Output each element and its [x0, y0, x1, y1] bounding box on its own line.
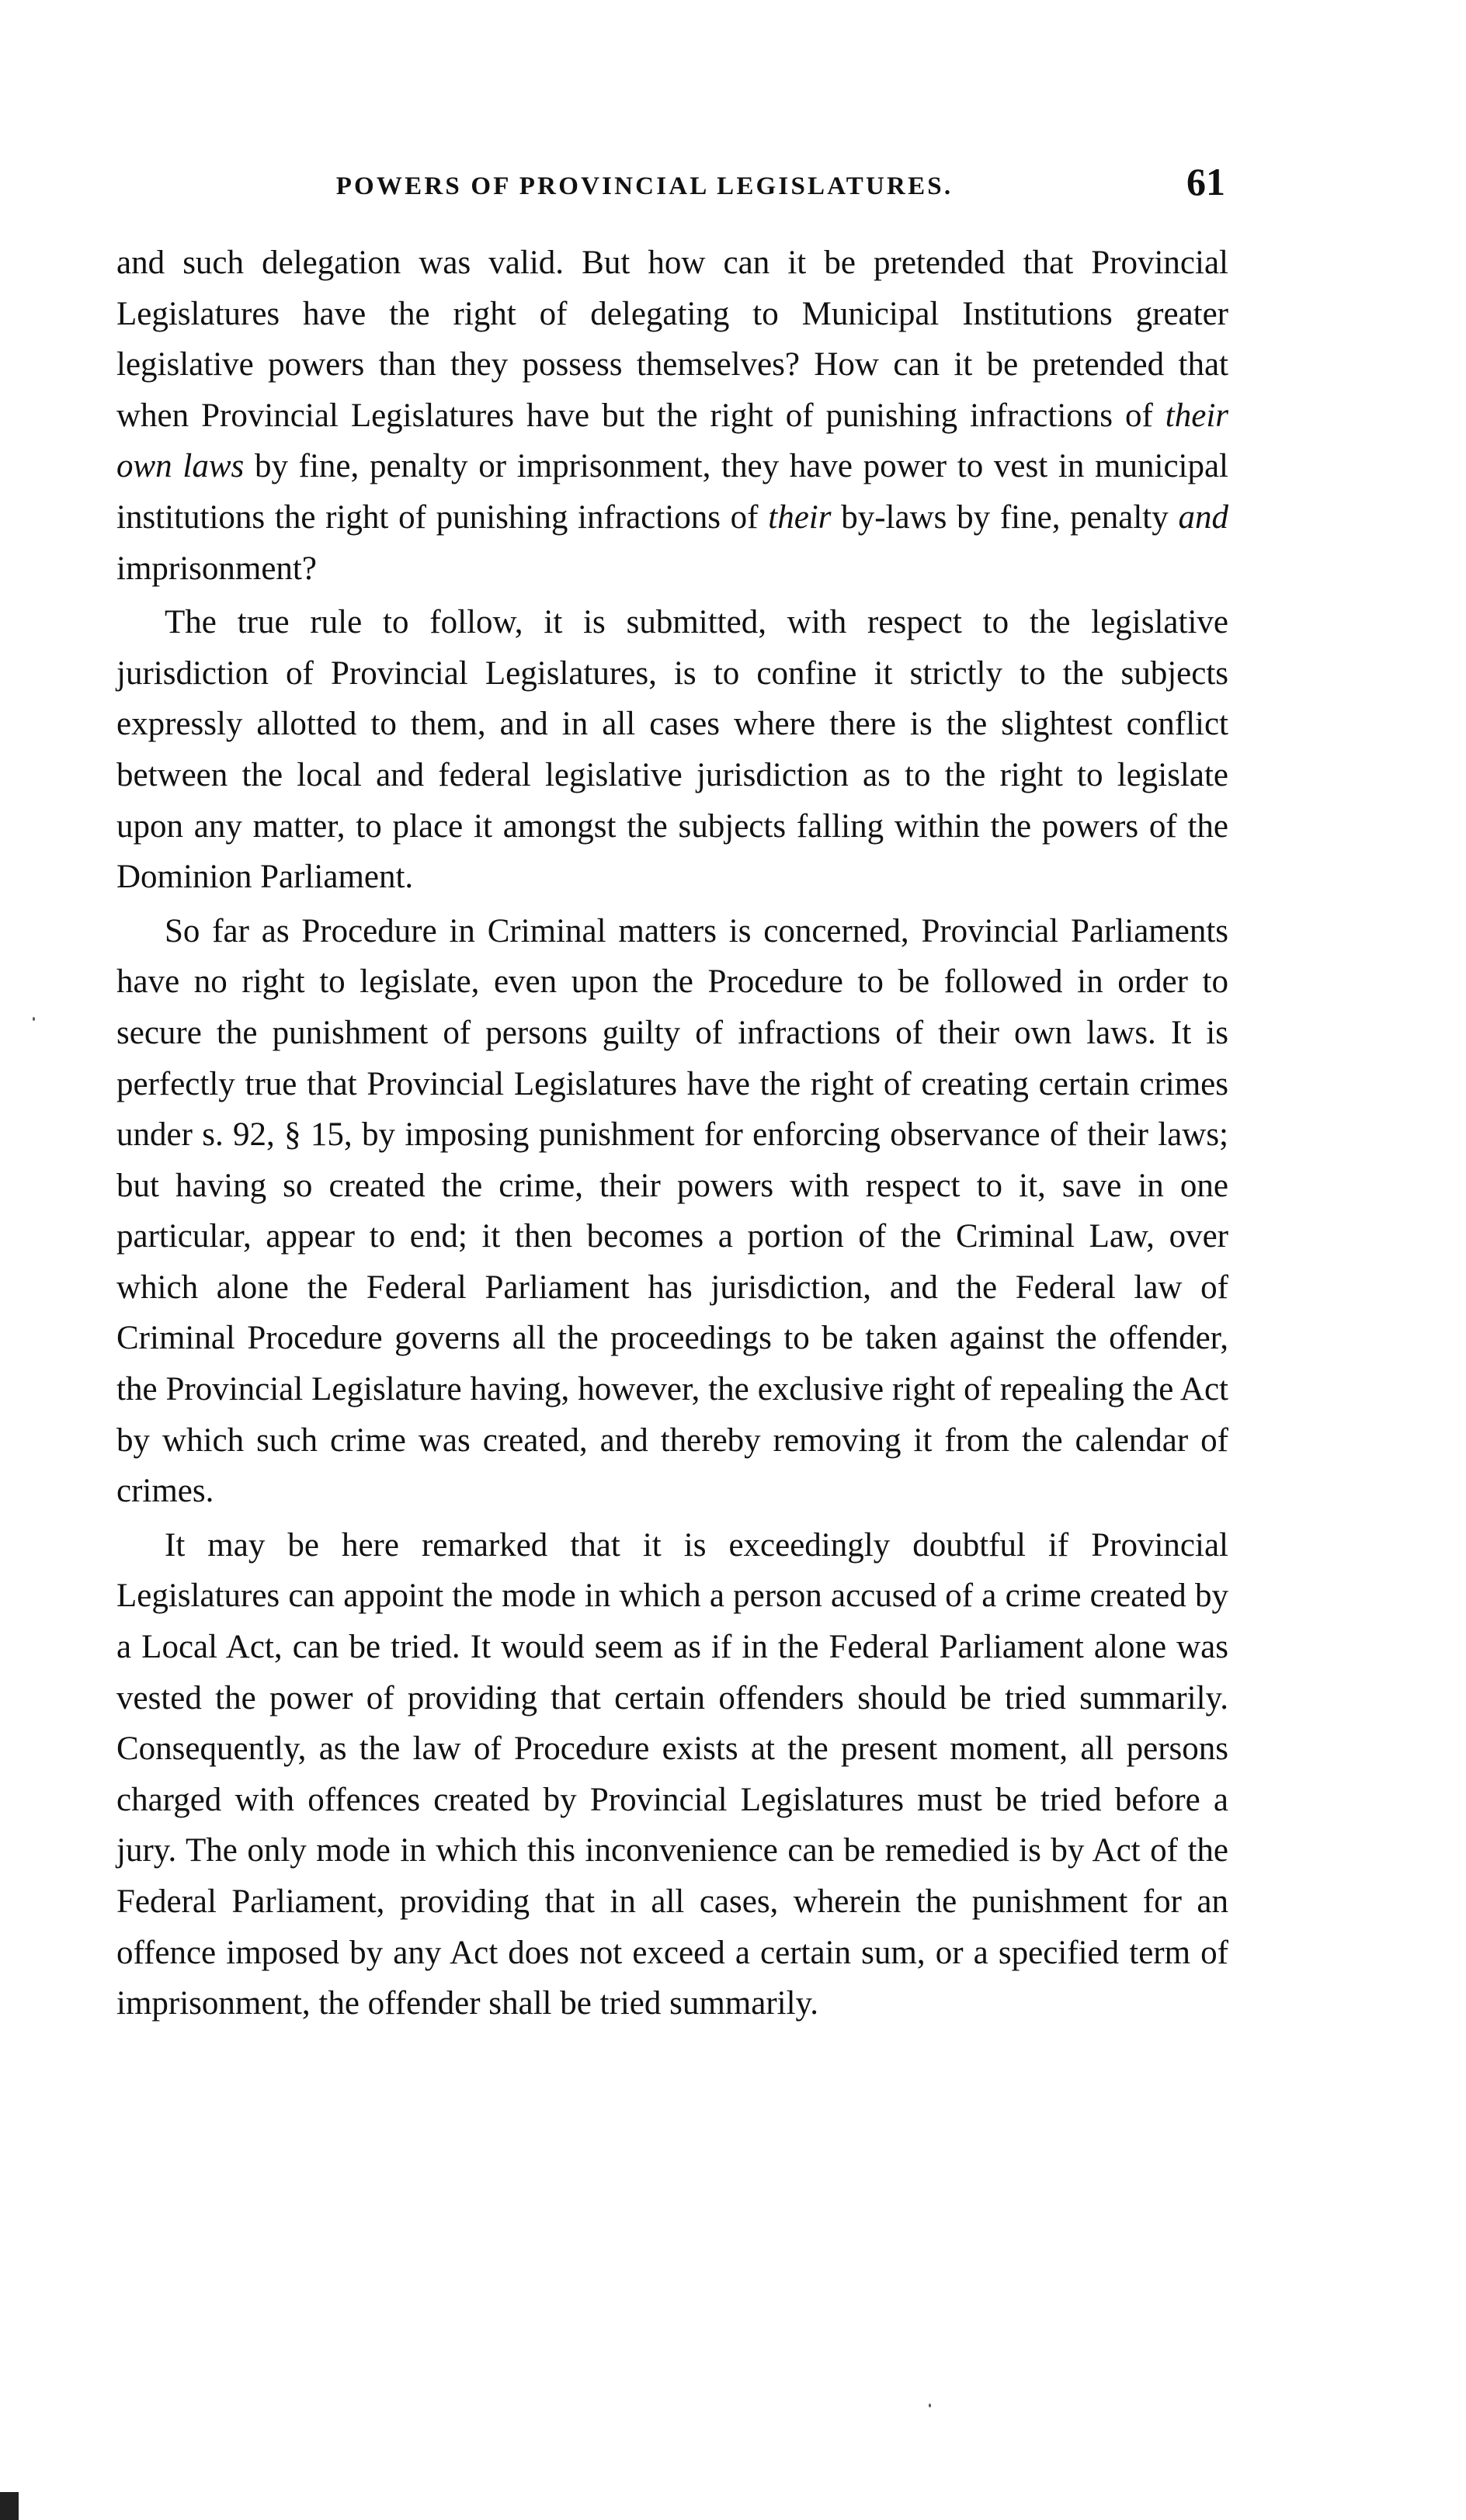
paragraph-1-text-2: by fine, penalty or imprisonment, they have power to vest in municipal institutions the right of punishing infractions of: [116, 448, 1229, 536]
body-text: [116, 238, 1228, 2029]
page-number: 61: [1186, 160, 1225, 203]
running-title: POWERS OF PROVINCIAL LEGISLATURES.: [335, 172, 954, 200]
paragraph-1: [116, 238, 1228, 594]
scan-edge-mark: [0, 2492, 19, 2520]
paragraph-1-italic-their: their: [768, 498, 832, 536]
paragraph-1-text: and such delegation was valid. But how can it be pretended that Provincial Legislatures have the right of delegating to Municipal Institutions greater legislative powers than they possess themselves? How can it be pretended that when Provincial Legislatures have but the right of punishing infractions of: [116, 245, 1228, 434]
paragraph-1-italic-their-own-laws: their own laws: [116, 397, 1228, 485]
paragraph-1-italic-and: and: [1178, 498, 1228, 536]
paragraph-1-text-4: imprisonment?: [116, 550, 317, 587]
paragraph-3: So far as Procedure in Criminal matters is concerned, Provincial Parliaments have no right to legislate, even upon the Procedure to be followed in order to secure the punishment of persons guilty of infractions of their own laws. It is perfectly true that Provincial Legislatures have the right of creating certain crimes under s. 92, § 15, by imposing punishment for enforcing observance of their laws; but having so created the crime, their powers with respect to it, save in one particular, appear to end; it then becomes a portion of the Criminal Law, over which alone the Federal Parliament has jurisdiction, and the Federal law of Criminal Procedure governs all the proceedings to be taken against the offender, the Provincial Legislature having, however, the exclusive right of repealing the Act by which such crime was created, and thereby removing it from the calendar of crimes.: [116, 912, 1228, 1510]
paragraph-4: It may be here remarked that it is exceedingly doubtful if Provincial Legislatures can appoint the mode in which a person accused of a crime created by a Local Act, can be tried. It would seem as if in the Federal Parliament alone was vested the power of providing that certain offenders should be tried summarily. Consequently, as the law of Procedure exists at the present moment, all persons charged with offences created by Provincial Legislatures must be tried before a jury. The only mode in which this inconvenience can be remedied is by Act of the Federal Parliament, providing that in all cases, wherein the punishment for an offence imposed by any Act does not exceed a certain sum, or a specified term of imprisonment, the offender shall be tried summarily.: [116, 1526, 1228, 2022]
paper-speck: [33, 1017, 35, 1021]
paragraph-1-text-3: by-laws by fine, penalty: [831, 498, 1179, 536]
paragraph-2: The true rule to follow, it is submitted, with respect to the legislative jurisdiction of Provincial Legislatures, is to confine it strictly to the subjects expressly allotted to them, and in all cases where there is the slightest conflict between the local and federal legislative jurisdiction as to the right to legislate upon any matter, to place it amongst the subjects falling within the powers of the Dominion Parliament.: [116, 604, 1228, 896]
paper-speck: [929, 2404, 931, 2407]
